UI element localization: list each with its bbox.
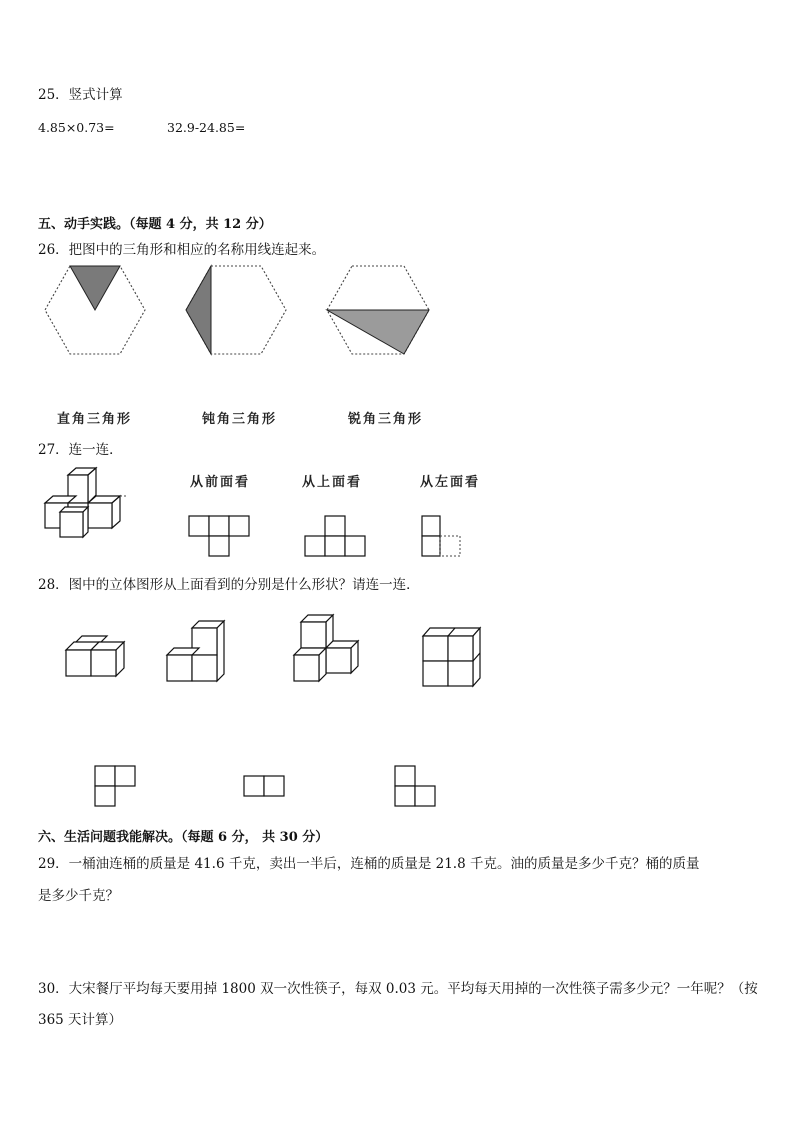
q27-view-front: 从前面看 [190, 475, 251, 490]
q29-line-2: 是多少千克？ [38, 888, 119, 904]
q25-expression-1: 4.85×0.73= [38, 120, 115, 135]
q28-title: 28．图中的立体图形从上面看到的分别是什么形状？请连一连． [38, 577, 420, 593]
section5-heading: 五、动手实践。（每题 4 分，共 12 分） [38, 217, 272, 232]
q26-label-obtuse-triangle: 钝角三角形 [202, 412, 278, 427]
q25-title: 25．竖式计算 [38, 87, 123, 103]
q27-title: 27．连一连． [38, 442, 123, 458]
q28-solid-a [66, 636, 124, 676]
q28-top-view-1 [95, 766, 135, 806]
q28-top-view-3 [395, 766, 435, 806]
q26-title: 26．把图中的三角形和相应的名称用线连起来。 [38, 242, 326, 258]
q28-top-view-2 [244, 776, 284, 796]
q26-label-acute-triangle: 锐角三角形 [348, 412, 424, 427]
q28-solid-b [167, 621, 224, 681]
q30-line-1: 30．大宋餐厅平均每天要用掉 1800 双一次性筷子，每双 0.03 元。平均每天用掉的一次性筷子需多少元？一年呢？（按 [38, 981, 758, 997]
q28-solid-c [294, 615, 358, 681]
q29-line-1: 29．一桶油连桶的质量是 41.6 千克，卖出一半后，连桶的质量是 21.8 千克。油的质量是多少千克？桶的质量 [38, 856, 700, 872]
q28-solid-d [423, 628, 480, 686]
section6-heading: 六、生活问题我能解决。（每题 6 分， 共 30 分） [38, 830, 329, 845]
q26-label-right-triangle: 直角三角形 [57, 412, 133, 427]
q27-view-left: 从左面看 [420, 475, 481, 490]
q25-expression-2: 32.9-24.85= [167, 120, 246, 135]
q30-line-2: 365 天计算） [38, 1012, 123, 1028]
q27-view-top: 从上面看 [302, 475, 363, 490]
